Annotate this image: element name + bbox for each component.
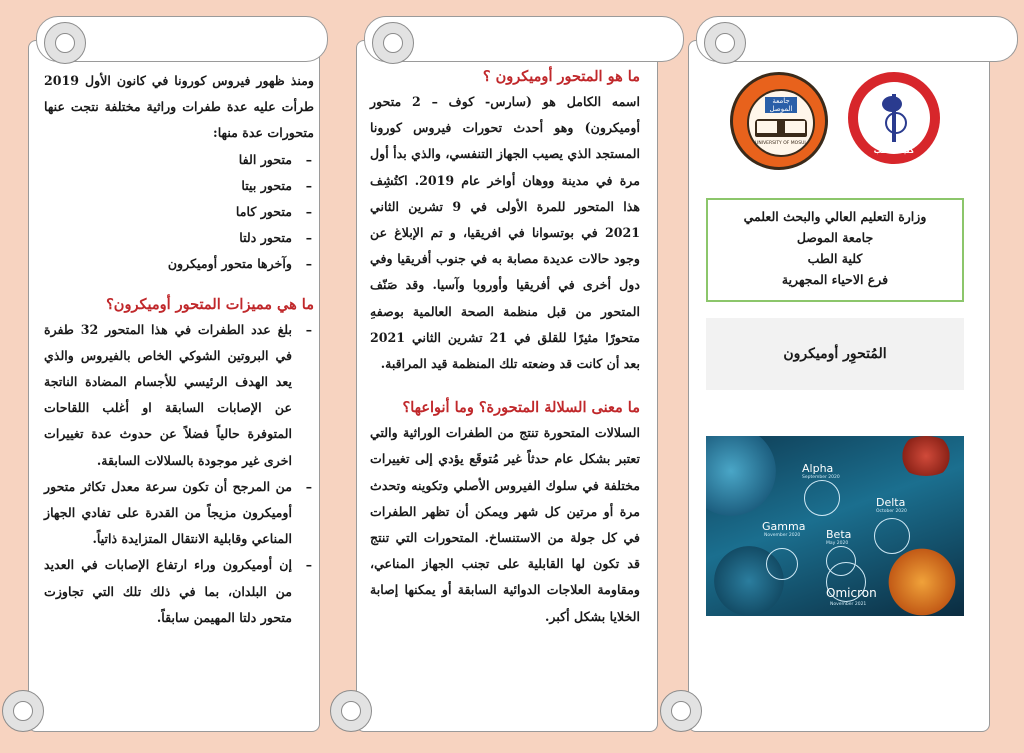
omicron-label: Omicron (826, 586, 877, 600)
middle-column (370, 68, 640, 630)
university-seal-english: UNIVERSITY OF MOSUL (755, 141, 807, 146)
variants-list (44, 147, 314, 278)
delta-label: Delta (876, 496, 906, 509)
scroll-curl-icon (44, 22, 86, 64)
delta-circle (874, 518, 910, 554)
gamma-circle (766, 548, 798, 580)
scroll-curl-icon (330, 690, 372, 732)
university-seal-icon (730, 72, 828, 170)
scroll-curl-icon (2, 690, 44, 732)
list-item: – متحور الفا (44, 147, 314, 173)
strain-text: السلالات المتحورة تنتج من الطفرات الوراثية والتي تعتبر بشكل عام حدثاً غير مُتوقَع يؤدي إلى تغييرات مختلفة في سلوك الفيروس الأصلي وتكوينه وتحدث مرة أو مرتين كل شهر ويمكن أن تظهر الطفرات في كل جولة من الاستنساخ. المتحورات التي تنتج قد تكون لها القابلية على تجنب الجهاز المناعي، ومقاومة العلاجات الدوائية السابقة أو يمكنها إصابة الخلايا بشكل أكبر. (370, 425, 640, 624)
list-item: – متحور كاما (44, 199, 314, 225)
delta-date: October 2020 (876, 509, 907, 514)
alpha-circle (804, 480, 840, 516)
list-item: – متحور دلتا (44, 225, 314, 251)
beta-date: May 2020 (826, 541, 849, 546)
virus-variants-image (706, 436, 964, 616)
institution-box (706, 198, 964, 302)
omicron-date: November 2021 (830, 602, 867, 607)
college-line: كلية الطب (807, 251, 863, 266)
left-column (44, 68, 314, 631)
college-seal-label: كلية الطب (873, 146, 915, 155)
features-list (44, 317, 314, 631)
alpha-label: Alpha (802, 462, 834, 475)
gamma-label: Gamma (762, 520, 806, 533)
features-heading: ما هي مميزات المتحور أوميكرون؟ (106, 295, 314, 313)
university-line: جامعة الموصل (796, 230, 874, 245)
alpha-date: September 2020 (802, 475, 840, 480)
strain-heading: ما معنى السلالة المتحورة؟ وما أنواعها؟ (402, 399, 640, 417)
ministry-line: وزارة التعليم العالي والبحث العلمي (743, 209, 927, 224)
list-item: – متحور بيتا (44, 173, 314, 199)
what-heading: ما هو المتحور أوميكرون ؟ (482, 68, 640, 85)
list-item: – من المرجح أن تكون سرعة معدل تكاثر متحور أوميكرون مزيجاً من القدرة على تفادي الجهاز المناعي وقابلية الانتقال المتزايدة ذاتياً. (44, 474, 314, 553)
list-item: – وآخرها متحور أوميكرون (44, 251, 314, 277)
beta-label: Beta (826, 528, 852, 541)
scroll-curl-icon (372, 22, 414, 64)
college-of-medicine-seal-icon (848, 72, 940, 164)
scroll-curl-icon (660, 690, 702, 732)
intro-text: ومنذ ظهور فيروس كورونا في كانون الأول 2019 طرأت عليه عدة طفرات وراثية مختلفة نتجت عنها متحورات عدة منها: (44, 73, 314, 141)
list-item: – إن أوميكرون وراء ارتفاع الإصابات في العديد من البلدان، بما في ذلك تلك التي تجاوزت متحور دلتا المهيمن سابقاً. (44, 552, 314, 631)
department-line: فرع الاحياء المجهرية (781, 272, 889, 287)
what-text: اسمه الكامل هو (سارس- كوف – 2 متحور أوميكرون) وهو أحدث تحورات فيروس كورونا المستجد الذي يصيب الجهاز التنفسي، والذي بدأ أول مرة في مدينة ووهان أواخر عام 2019. اكتُشِف هذا المتحور للمرة الأولى في 9 تشرين الثاني 2021 في بوتسوانا في افريقيا، و تم الإبلاغ عن وجود حالات عديدة مصابة به في جنوب أفريقيا وفي دول أخرى في أفريقيا وأوروبا وآسيا. وقد صَنّف المتحور من قبل منظمة الصحة العالمية بوصفهِ متحورًا مثيرًا للقلق في 21 تشرين الثاني 2021 بعد أن كانت قد وضعته تلك المنظمة قيد المراقبة. (369, 94, 640, 372)
university-seal-label: جامعة الموصل (765, 97, 797, 113)
gamma-date: November 2020 (764, 533, 801, 538)
list-item: – بلغ عدد الطفرات في هذا المتحور 32 طفرة في البروتين الشوكي الخاص بالفيروس والذي يعد الهدف الرئيسي للأجسام المضادة الناتجة عن الإصابات السابقة او أغلب اللقاحات المتوفرة حالياً فضلاً عن حدوث عدة تغييرات اخرى غير موجودة بالسلالات السابقة. (44, 317, 314, 474)
leaflet-title: المُتحوِر أوميكرون (706, 318, 964, 390)
scroll-curl-icon (704, 22, 746, 64)
